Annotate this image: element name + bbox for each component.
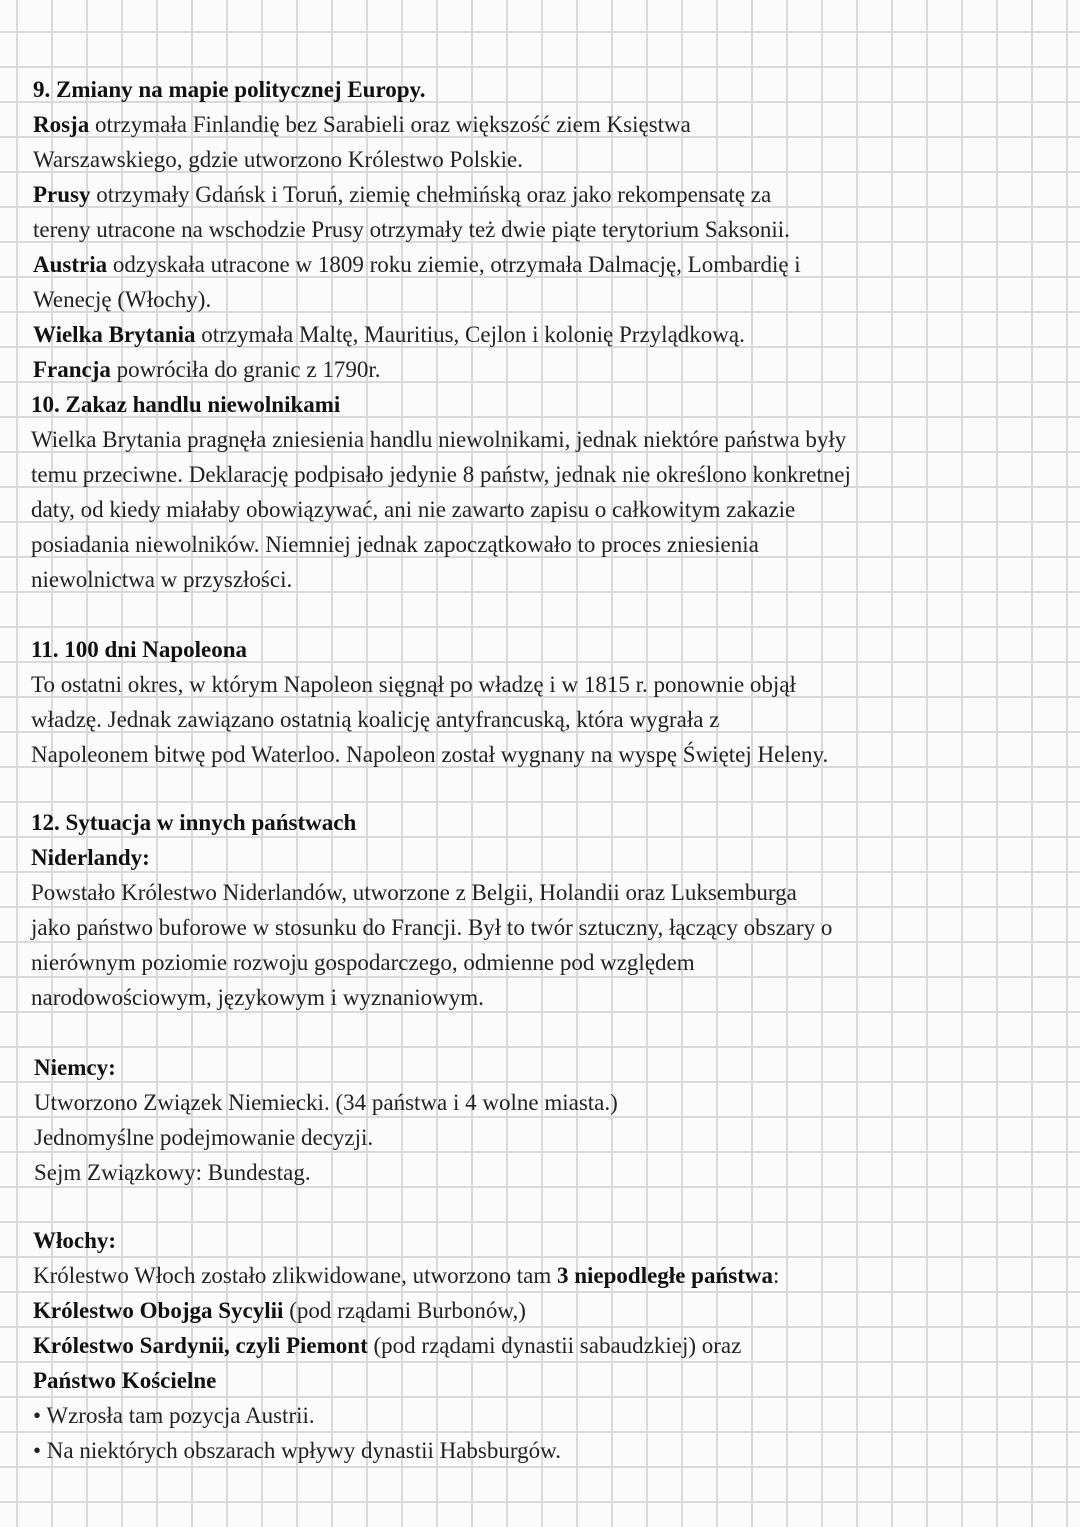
- subheading-wlochy: Włochy:: [33, 1228, 117, 1253]
- paragraph-line: Powstało Królestwo Niderlandów, utworzone z Belgii, Holandii oraz Luksemburga: [31, 880, 797, 905]
- paragraph-line: Austria odzyskała utracone w 1809 roku ziemie, otrzymała Dalmację, Lombardię i: [33, 252, 801, 277]
- bullet-item: • Wzrosła tam pozycja Austrii.: [33, 1403, 315, 1428]
- subheading-niemcy: Niemcy:: [34, 1055, 116, 1080]
- paragraph-line: narodowościowym, językowym i wyznaniowym.: [31, 985, 484, 1010]
- paragraph-line: Królestwo Sardynii, czyli Piemont (pod rządami dynastii sabaudzkiej) oraz: [33, 1333, 742, 1358]
- section-title: 10. Zakaz handlu niewolnikami: [31, 392, 341, 417]
- paragraph-line: Warszawskiego, gdzie utworzono Królestwo Polskie.: [33, 147, 523, 172]
- paragraph-line: Wenecję (Włochy).: [33, 287, 212, 312]
- section-10: [31, 387, 1050, 597]
- paragraph-line: nierównym poziomie rozwoju gospodarczego, odmienne pod względem: [31, 950, 695, 975]
- paragraph-line: tereny utracone na wschodzie Prusy otrzymały też dwie piąte terytorium Saksonii.: [33, 217, 790, 242]
- paragraph-line: daty, od kiedy miałaby obowiązywać, ani nie zawarto zapisu o całkowitym zakazie: [31, 497, 796, 522]
- paragraph-line: To ostatni okres, w którym Napoleon sięgnął po władzę i w 1815 r. ponownie objął: [31, 672, 796, 697]
- paragraph-line: temu przeciwne. Deklarację podpisało jedynie 8 państw, jednak nie określono konkretnej: [31, 462, 851, 487]
- bullet-item: • Na niektórych obszarach wpływy dynastii Habsburgów.: [33, 1438, 561, 1463]
- paragraph-line: niewolnictwa w przyszłości.: [31, 567, 293, 592]
- paragraph-line: Rosja otrzymała Finlandię bez Sarabieli oraz większość ziem Księstwa: [33, 112, 691, 137]
- section-niemcy: [34, 1050, 1050, 1190]
- subheading-niderlandy: Niderlandy:: [31, 845, 150, 870]
- section-title: 12. Sytuacja w innych państwach: [31, 810, 357, 835]
- paragraph-line: Jednomyślne podejmowanie decyzji.: [34, 1125, 374, 1150]
- paragraph-line: Państwo Kościelne: [33, 1368, 217, 1393]
- paragraph-line: jako państwo buforowe w stosunku do Francji. Był to twór sztuczny, łączący obszary o: [31, 915, 833, 940]
- paragraph-line: Wielka Brytania pragnęła zniesienia handlu niewolnikami, jednak niektóre państwa były: [31, 427, 847, 452]
- paragraph-line: Królestwo Obojga Sycylii (pod rządami Burbonów,): [33, 1298, 526, 1323]
- section-wlochy: [33, 1223, 1050, 1468]
- paragraph-line: posiadania niewolników. Niemniej jednak zapoczątkowało to proces zniesienia: [31, 532, 759, 557]
- section-title: 11. 100 dni Napoleona: [31, 637, 247, 662]
- paragraph-line: Sejm Związkowy: Bundestag.: [34, 1160, 311, 1185]
- section-11: [31, 632, 1050, 772]
- section-9: [33, 72, 1050, 387]
- paragraph-line: Napoleonem bitwę pod Waterloo. Napoleon został wygnany na wyspę Świętej Heleny.: [31, 742, 829, 767]
- paragraph-line: Królestwo Włoch zostało zlikwidowane, utworzono tam 3 niepodległe państwa:: [33, 1263, 780, 1288]
- paragraph-line: władzę. Jednak zawiązano ostatnią koalicję antyfrancuską, która wygrała z: [31, 707, 720, 732]
- section-title: 9. Zmiany na mapie politycznej Europy.: [33, 77, 426, 102]
- paragraph-line: Utworzono Związek Niemiecki. (34 państwa i 4 wolne miasta.): [34, 1090, 618, 1115]
- section-12: [31, 805, 1050, 1015]
- paragraph-line: Prusy otrzymały Gdańsk i Toruń, ziemię chełmińską oraz jako rekompensatę za: [33, 182, 772, 207]
- paragraph-line: Francja powróciła do granic z 1790r.: [33, 357, 381, 382]
- paragraph-line: Wielka Brytania otrzymała Maltę, Mauritius, Cejlon i kolonię Przylądkową.: [33, 322, 745, 347]
